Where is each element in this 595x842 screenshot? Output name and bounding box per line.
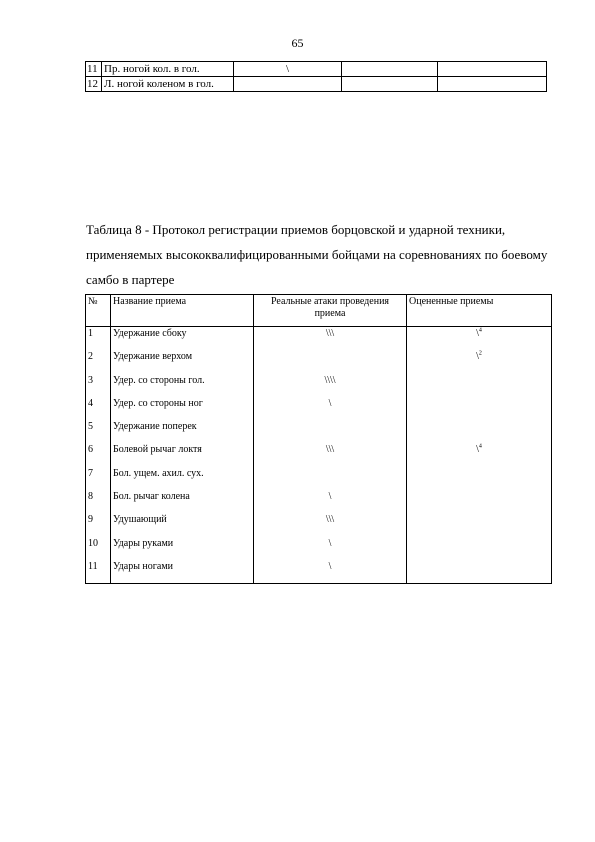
scored-tally-text: \ — [476, 328, 479, 339]
real-attacks-tally — [254, 350, 407, 373]
technique-name-text: Болевой рычаг локтя — [113, 444, 202, 456]
row-number-text: 2 — [88, 351, 93, 363]
scored-tally — [407, 420, 552, 443]
row-number — [86, 327, 111, 351]
scored-tally — [407, 443, 552, 466]
technique-name-text: Удержание сбоку — [113, 328, 187, 339]
scored-points: 4 — [478, 327, 482, 334]
techniques-table — [85, 294, 552, 584]
header-name: Название приема — [111, 295, 254, 327]
real-attacks-tally-text: \ — [328, 560, 332, 572]
real-attacks-tally — [254, 443, 407, 466]
table-cell — [342, 77, 438, 92]
technique-name — [111, 490, 254, 513]
real-attacks-tally-text: \ — [328, 491, 332, 503]
table-row — [86, 467, 552, 490]
table-row — [86, 560, 552, 584]
row-number-text: 6 — [88, 444, 93, 456]
technique-name — [111, 537, 254, 560]
real-attacks-tally-text: \\\ — [325, 444, 335, 456]
table-row — [86, 62, 547, 77]
page-number: 65 — [291, 36, 304, 50]
row-number-text: 5 — [88, 421, 93, 433]
row-number — [86, 560, 111, 584]
technique-name-text: Удары ногами — [113, 560, 173, 572]
scored-points: 4 — [478, 444, 482, 451]
table-row — [86, 77, 547, 92]
header-number: № — [86, 295, 111, 327]
table-body — [86, 327, 552, 584]
real-attacks-tally — [254, 560, 407, 584]
technique-name — [111, 327, 254, 351]
table-row — [86, 374, 552, 397]
row-number — [86, 397, 111, 420]
technique-name — [111, 374, 254, 397]
row-number-text: 9 — [88, 514, 93, 526]
scored-tally — [407, 327, 552, 351]
header-scored: Оцененные приемы — [407, 295, 552, 327]
row-number — [86, 350, 111, 373]
tally-mark: \ — [234, 62, 342, 77]
row-number-text: 11 — [88, 560, 98, 572]
real-attacks-tally-text: \\\ — [325, 328, 335, 339]
technique-name — [111, 397, 254, 420]
row-number-text: 7 — [88, 467, 93, 479]
table-row — [86, 327, 552, 351]
real-attacks-tally — [254, 513, 407, 536]
scored-points: 2 — [478, 350, 482, 357]
table-row — [86, 443, 552, 466]
technique-name-text: Удер. со стороны ног — [113, 397, 203, 409]
real-attacks-tally — [254, 374, 407, 397]
scored-tally-text: \ — [476, 444, 479, 456]
row-number — [86, 420, 111, 443]
row-number-text: 10 — [88, 537, 98, 549]
row-number — [86, 443, 111, 466]
real-attacks-tally — [254, 490, 407, 513]
row-number: 12 — [86, 77, 102, 92]
table-row — [86, 490, 552, 513]
technique-name-text: Удушающий — [113, 514, 167, 526]
table-cell — [342, 62, 438, 77]
row-number-text: 8 — [88, 491, 93, 503]
row-number-text: 3 — [88, 374, 93, 386]
continuation-table — [85, 61, 547, 92]
row-number — [86, 490, 111, 513]
row-number: 11 — [86, 62, 102, 77]
table-header-row — [86, 295, 552, 327]
technique-name-text: Удержание верхом — [113, 351, 193, 363]
scored-tally-text: \ — [476, 351, 479, 363]
technique-name — [111, 420, 254, 443]
real-attacks-tally — [254, 327, 407, 351]
table-cell — [438, 77, 547, 92]
technique-name — [111, 467, 254, 490]
scored-tally — [407, 560, 552, 584]
real-attacks-tally-text: \ — [328, 397, 332, 409]
real-attacks-tally — [254, 467, 407, 490]
real-attacks-tally — [254, 537, 407, 560]
scored-tally — [407, 350, 552, 373]
table-row — [86, 420, 552, 443]
scored-tally — [407, 513, 552, 536]
real-attacks-tally-text: \\\\ — [324, 374, 336, 386]
technique-name — [111, 350, 254, 373]
row-number — [86, 537, 111, 560]
real-attacks-tally — [254, 397, 407, 420]
header-real-attacks: Реальные атаки проведения приема — [254, 295, 407, 327]
real-attacks-tally-text: \\\ — [325, 514, 335, 526]
scored-tally — [407, 537, 552, 560]
row-number-text: 4 — [88, 397, 93, 409]
table-row — [86, 513, 552, 536]
technique-name — [111, 560, 254, 584]
table-cell — [234, 77, 342, 92]
table-caption: Таблица 8 - Протокол регистрации приемов борцовской и ударной техники, применяемых высококвалифицированными бойцами на соревнованиях по боевому самбо в партере — [86, 222, 548, 287]
real-attacks-tally — [254, 420, 407, 443]
scored-tally — [407, 490, 552, 513]
technique-name — [111, 443, 254, 466]
table-row — [86, 397, 552, 420]
row-number — [86, 513, 111, 536]
table-cell — [438, 62, 547, 77]
scored-tally — [407, 467, 552, 490]
technique-name: Пр. ногой кол. в гол. — [102, 62, 234, 77]
technique-name-text: Бол. ущем. ахил. сух. — [113, 467, 204, 479]
technique-name-text: Удержание поперек — [113, 421, 197, 433]
table-row — [86, 350, 552, 373]
row-number-text: 1 — [88, 328, 93, 339]
technique-name-text: Удер. со стороны гол. — [113, 374, 205, 386]
table-row — [86, 537, 552, 560]
scored-tally — [407, 374, 552, 397]
technique-name — [111, 513, 254, 536]
row-number — [86, 374, 111, 397]
real-attacks-tally-text: \ — [328, 537, 332, 549]
technique-name-text: Удары руками — [113, 537, 174, 549]
row-number — [86, 467, 111, 490]
technique-name-text: Бол. рычаг колена — [113, 491, 190, 503]
technique-name: Л. ногой коленом в гол. — [102, 77, 234, 92]
scored-tally — [407, 397, 552, 420]
